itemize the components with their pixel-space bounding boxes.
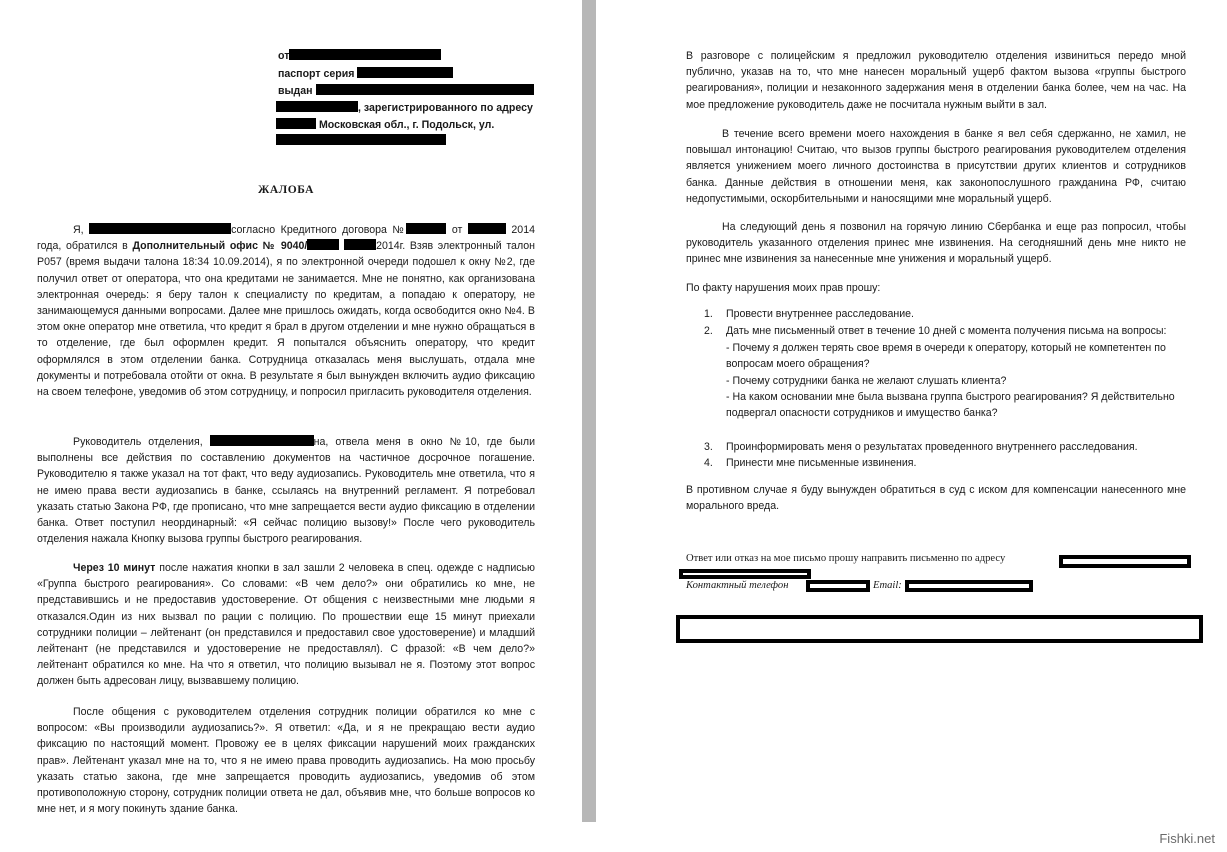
question-1: - Почему я должен терять свое время в очереди к оператору, который не компетентен по вопросам моего обращения? <box>726 342 1166 371</box>
redaction-bar <box>357 67 453 78</box>
header-issued-line <box>278 83 534 99</box>
redaction-bar <box>344 239 376 250</box>
list-item <box>704 455 916 471</box>
p1-part-c: от <box>451 224 463 236</box>
email-line <box>873 578 902 594</box>
p2-part-a: Руководитель отделения, <box>73 436 210 448</box>
request-intro: По факту нарушения моих прав прошу: <box>686 282 881 294</box>
page-divider-bottom <box>582 822 596 852</box>
list-text: Дать мне письменный ответ в течение 10 дней с момента получения письма на вопросы: <box>726 325 1167 337</box>
redaction-bar <box>316 84 534 95</box>
from-label: от <box>278 50 290 62</box>
p3-bold: Через 10 минут <box>73 562 156 574</box>
right-paragraph-3: На следующий день я позвонил на горячую линию Сбербанка и еще раз попросил, чтобы руководитель указанного отделения принес мне извинения. На сегодняшний день мне никто не принес мне извинения за нанесенные мне унижения и моральный ущерб. <box>686 221 1186 266</box>
redaction-bar <box>210 435 314 446</box>
list-number: 3. <box>704 441 713 453</box>
question-3: - На каком основании мне была вызвана группа быстрого реагирования? Я действительно подвергал опасности сотрудников и имущество банка? <box>726 391 1175 420</box>
list-text: Провести внутреннее расследование. <box>726 308 914 320</box>
header-registered-line <box>276 100 533 116</box>
header-from-line <box>278 48 441 64</box>
paragraph-3 <box>37 560 535 690</box>
email-label: Email: <box>873 580 902 591</box>
redaction-box <box>905 580 1033 592</box>
list-text: Принести мне письменные извинения. <box>726 457 917 469</box>
redaction-bar <box>468 223 506 234</box>
issued-label: выдан <box>278 85 313 97</box>
redaction-bar <box>406 223 446 234</box>
list-number: 2. <box>704 325 713 337</box>
redaction-box <box>806 580 870 592</box>
list-item <box>704 323 1166 339</box>
p1-part-a: Я, <box>73 224 84 236</box>
list-number: 4. <box>704 457 713 469</box>
right-paragraph-2: В течение всего времени моего нахождения в банке я вел себя сдержанно, не хамил, не повышал интонацию! Считаю, что вызов группы быстрого реагирования руководителем отделения является унижением моего личного достоинства в присутствии других клиентов и сотрудников банка. Данные действия в отношении меня, как законопослушного гражданина РФ, считаю недопустимыми, оскорбительными и наносящими мне моральный ущерб. <box>686 128 1186 205</box>
right-paragraph-1: В разговоре с полицейским я предложил руководителю отделения извиниться передо мной публично, указав на то, что мне нанесен моральный ущерб фактом вызова «группы быстрого реагирования», полиции и незаконного задержания меня в отделении банка более, чем на час. На мое предложение руководитель даже не посчитала нужным выйти в зал. <box>686 50 1186 111</box>
list-item <box>704 439 1138 455</box>
header-address-line <box>276 117 494 133</box>
paragraph-4: После общения с руководителем отделения сотрудник полиции обратился ко мне с вопросом: «Вы производили аудиозапись?». Я ответил: «Да, и я не прекращаю вести аудио фиксацию по настоящий момент. Провожу ее в целях фиксации нарушений моих гражданских прав». Лейтенант указал мне на то, что я не имею права проводить аудиозапись. На мою просьбу указать статью закона, где мне запрещается проводить аудиозапись, уведомив об этом противоположную сторону, сотрудник полиции ответа не дал, объявив мне, что больше вопросов ко мне нет, и я могу покинуть здание банка. <box>37 706 535 816</box>
left-document-page <box>0 0 582 852</box>
list-number: 1. <box>704 308 713 320</box>
question-2: - Почему сотрудники банка не желают слушать клиента? <box>726 375 1007 387</box>
p2-part-b: на, отвела меня в окно №10, где были выполнены все действия по составлению документов на частичное досрочное погашение. Руководителю я также указал на тот факт, что веду аудиозапись. Руководитель мне ответила, что я не имею права вести аудиозапись в банке, ссылаясь на внутренний регламент. Я потребовал указать статью Закона РФ, где прописано, что мне запрещается вести аудио фиксацию в отделении банка. Ответ поступил неординарный: «Я сейчас полицию вызову!» После чего руководитель отделения нажала Кнопку вызова группы быстрого реагирования. <box>37 436 535 546</box>
address-text: Московская обл., г. Подольск, ул. <box>318 119 495 131</box>
header-passport-line <box>278 66 453 82</box>
passport-label: паспорт серия <box>278 68 355 80</box>
document-title: ЖАЛОБА <box>258 184 314 196</box>
redaction-box <box>1059 555 1191 568</box>
list-text: Проинформировать меня о результатах проведенного внутреннего расследования. <box>726 441 1138 453</box>
redaction-bar <box>276 118 316 129</box>
page-divider <box>582 0 596 822</box>
reply-text: Ответ или отказ на мое письмо прошу направить письменно по адресу <box>686 553 1006 564</box>
paragraph-1 <box>37 222 535 400</box>
watermark: Fishki.net <box>1159 831 1215 846</box>
redaction-bar <box>289 49 441 60</box>
paragraph-2 <box>37 434 535 547</box>
contact-line <box>686 578 788 594</box>
right-document-page <box>596 0 1227 852</box>
signature-redaction-box <box>676 615 1203 643</box>
redaction-bar <box>89 223 231 234</box>
registered-text: , зарегистрированного по адресу <box>358 102 533 114</box>
office-name: Дополнительный офис № 9040/ <box>132 240 308 253</box>
redaction-bar <box>307 239 339 250</box>
phone-label: Контактный телефон <box>686 580 789 591</box>
p3-text: после нажатия кнопки в зал зашли 2 человека в спец. одежде с надписью «Группа быстрого реагирования». Со словами: «В чем дело?» они обратились ко мне, не представившись и не предоставив удостоверение. От общения с неизвестными мне людьми я отказался.Один из них вызвал по рации с полицию. По прошествии еще 15 минут приехали сотрудники полиции – лейтенант (он представился и предоставил свое удостоверение) и младший лейтенант (не представился и удостоверение не предоставлял). С фразой: «В чем дело?» лейтенант обратился ко мне. На что я ответил, что полицию вызывал не я. Поэтому этот вопрос должен быть адресован лицу, вызвавшему полицию. <box>37 562 536 688</box>
reply-address-line <box>686 551 1005 567</box>
p1-part-d: 2014 года, обратился в <box>37 224 535 253</box>
closing-paragraph: В противном случае я буду вынужден обратиться в суд с иском для компенсации нанесенного мне морального вреда. <box>686 484 1186 513</box>
redaction-bar <box>276 101 358 112</box>
p1-part-b: согласно Кредитного договора № <box>231 224 407 236</box>
redaction-bar <box>276 134 446 145</box>
list-item <box>704 306 914 322</box>
p1-part-e: 2014г. Взяв электронный талон Р057 (время выдачи талона 18:34 10.09.2014), я по электронной очереди подошел к окну №2, где получил ответ от оператора, что она кредитами не занимается. Мне не понятно, как организована электронная очередь: я беру талон к специалисту по кредитам, а попадаю к оператору, не занимающемуся данными вопросами. Далее мне пришлось ожидать, когда освободится окно №4. В этом окне оператор мне ответила, что кредит я брал в другом отделении и мне нужно обращаться в то отделение, где был оформлен кредит. Я попытался объяснить оператору, что кредит оформлялся в этом отделении банка. Сотрудница отказалась меня выслушать, отдала мне документы и потребовала отойти от окна. В результате я был вынужден включить аудио фиксацию на своем телефоне, уведомив об этом сотрудницу, и попросил пригласить руководителя отделения. <box>37 240 535 399</box>
